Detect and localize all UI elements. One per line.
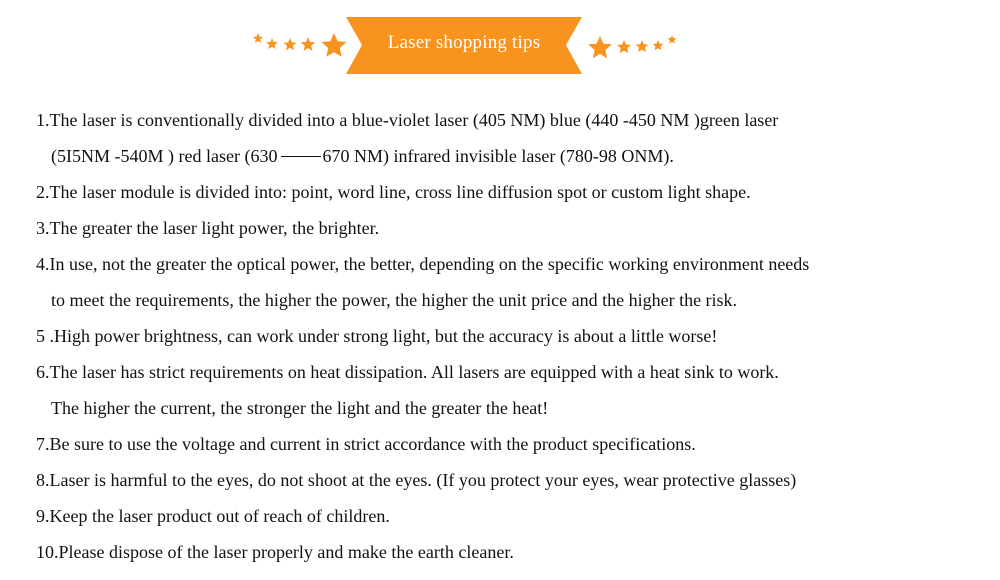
tip-6-line-2: The higher the current, the stronger the light and the greater the heat! bbox=[51, 398, 549, 418]
right-stars-icon bbox=[588, 35, 676, 58]
tip-4-line-2: to meet the requirements, the higher the power, the higher the unit price and the higher the risk. bbox=[51, 290, 738, 310]
tip-8: 8.Laser is harmful to the eyes, do not shoot at the eyes. (If you protect your eyes, wear protective glasses) bbox=[36, 470, 797, 490]
tip-1-line-2 bbox=[36, 138, 986, 174]
banner-title: Laser shopping tips bbox=[387, 32, 541, 53]
tip-4-line-1: 4.In use, not the greater the optical power, the better, depending on the specific working environment needs bbox=[36, 254, 810, 274]
left-stars-icon bbox=[253, 33, 347, 57]
tip-1-line-2-part-a: (5I5NM -540M ) red laser (630 bbox=[51, 146, 278, 166]
tip-10: 10.Please dispose of the laser properly and make the earth cleaner. bbox=[36, 542, 514, 562]
tip-9: 9.Keep the laser product out of reach of children. bbox=[36, 506, 390, 526]
tips-list bbox=[36, 102, 986, 570]
tip-1-line-1: 1.The laser is conventionally divided into a blue-violet laser (405 NM) blue (440 -450 NM )green laser bbox=[36, 110, 779, 130]
range-dash bbox=[281, 156, 321, 157]
tip-6-line-1: 6.The laser has strict requirements on heat dissipation. All lasers are equipped with a heat sink to work. bbox=[36, 362, 779, 382]
tips-banner bbox=[0, 0, 1000, 90]
tip-3: 3.The greater the laser light power, the brighter. bbox=[36, 218, 380, 238]
tip-5: 5 .High power brightness, can work under strong light, but the accuracy is about a little worse! bbox=[36, 326, 718, 346]
tip-7: 7.Be sure to use the voltage and current in strict accordance with the product specifications. bbox=[36, 434, 696, 454]
tip-1-line-2-part-b: 670 NM) infrared invisible laser (780-98 ONM). bbox=[322, 146, 674, 166]
tip-2: 2.The laser module is divided into: point, word line, cross line diffusion spot or custom light shape. bbox=[36, 182, 751, 202]
